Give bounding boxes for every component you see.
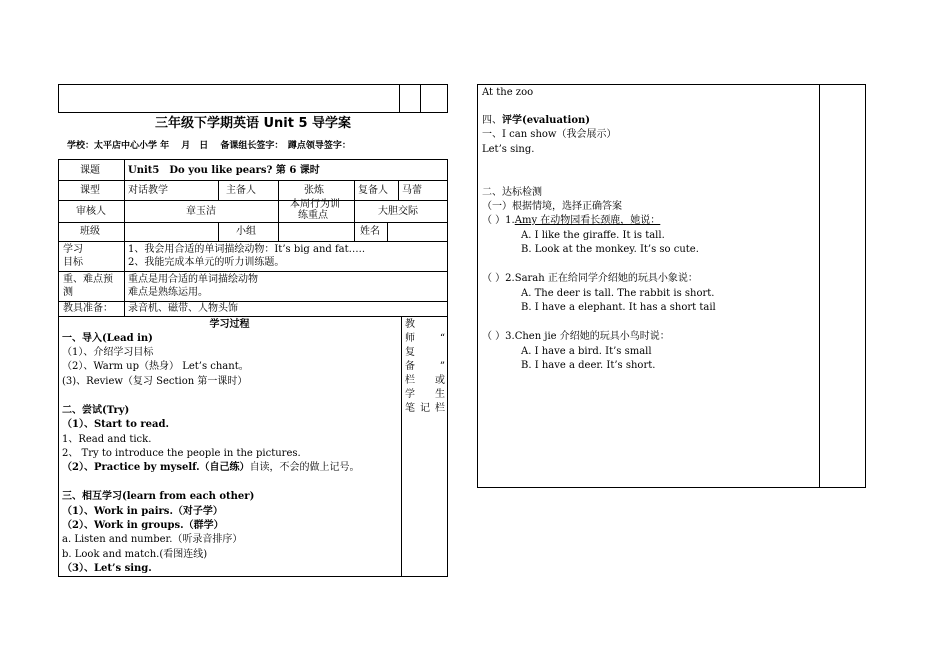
page-subtitle: 学校：太平店中心小学 年 月 日 备课组长签字： 蹲点领导签字： (67, 141, 351, 151)
lesson-value: Unit5 Do you like pears? 第 6 课时 (128, 165, 320, 176)
col-line (278, 200, 279, 222)
col-line (398, 180, 399, 200)
row-line (58, 180, 448, 181)
process-line: 三、相互学习(learn from each other) (62, 491, 255, 502)
q1-option-b: B. Look at the monkey. It’s so cute. (521, 244, 699, 255)
practice-rest: 自读，不会的做上记号。 (249, 462, 360, 473)
process-heading: 学习过程 (209, 319, 250, 330)
q3-option-a: A. I have a bird. It’s small (521, 346, 652, 357)
right-line: 二、达标检测 (482, 187, 542, 198)
col-line (354, 222, 355, 241)
row-line (58, 241, 448, 242)
coprep-label: 复备人 (358, 185, 388, 196)
process-line: 2、 Try to introduce the people in the pictures. (62, 448, 301, 459)
q1-prefix: （ ）1. (482, 215, 515, 226)
goals-label-2: 目标 (63, 257, 83, 268)
row-line (58, 301, 448, 302)
keypoints-label-2: 测 (63, 287, 73, 298)
reviewer-label: 审核人 (76, 206, 106, 217)
right-line: 一、I can show（我会展示） (482, 129, 617, 140)
notes-column-label: 教 师 “ 复 备 ” 栏 或 学 生 笔记栏 (405, 319, 455, 414)
type-label: 课型 (80, 185, 100, 196)
process-line: （2）、Warm up（热身） Let’s chant。 (62, 361, 249, 372)
lesson-label: 课题 (80, 165, 100, 176)
q1-option-a: A. I like the giraffe. It is tall. (521, 230, 665, 241)
page-title: 三年级下学期英语 Unit 5 导学案 (154, 116, 352, 131)
weekly-focus-label-2: 练重点 (298, 210, 328, 221)
q2-option-b: B. I have a elephant. It has a short tail (521, 302, 716, 313)
keypoints-label-1: 重、难点预 (63, 274, 113, 285)
col-line (354, 200, 355, 222)
process-line: （1）、Work in pairs.（对子学） (62, 506, 223, 517)
process-line: （2）、Work in groups.（群学） (62, 520, 224, 531)
right-line: Let’s sing. (482, 144, 535, 155)
row-line (58, 316, 448, 317)
keypoints-line-1: 重点是用合适的单词描绘动物 (128, 274, 258, 285)
right-line: At the zoo (482, 87, 534, 98)
process-line: 1、Read and tick. (62, 434, 152, 445)
goals-line-1: 1、我会用合适的单词描绘动物：It’s big and fat….. (128, 244, 366, 255)
top-box-divider-1 (399, 84, 400, 113)
group-label: 小组 (236, 226, 256, 237)
goals-label-1: 学习 (63, 244, 83, 255)
right-notes-line (819, 84, 820, 488)
question-2: （ ）2.Sarah 正在给同学介绍她的玩具小象说： (482, 273, 698, 284)
row-line (58, 200, 448, 201)
process-line: a. Listen and number.（听录音排序） (62, 534, 243, 545)
process-line: （3）、Let’s sing. (62, 563, 152, 574)
type-value: 对话教学 (128, 185, 168, 196)
process-line: （1）、介绍学习目标 (62, 347, 154, 358)
col-line (124, 159, 125, 316)
q1-text: Amy 在动物园看长颈鹿，她说： (514, 215, 661, 226)
row-line (58, 222, 448, 223)
eval-prefix: 四、 (482, 115, 502, 126)
right-line: （一）根据情境，选择正确答案 (482, 201, 622, 212)
right-line (482, 114, 590, 127)
q2-option-a: A. The deer is tall. The rabbit is short. (521, 288, 715, 299)
process-line: （1）、Start to read. (62, 419, 170, 430)
process-line: 二、尝试(Try) (62, 405, 130, 416)
top-box-divider-2 (420, 84, 421, 113)
row-line (58, 271, 448, 272)
col-line (354, 180, 355, 200)
col-line (278, 222, 279, 241)
q3-option-b: B. I have a deer. It’s short. (521, 360, 656, 371)
reviewer-value: 章玉洁 (186, 206, 216, 217)
process-line: 一、导入(Lead in) (62, 333, 153, 344)
weekly-focus-value: 大胆交际 (378, 206, 418, 217)
name-label: 姓名 (360, 226, 380, 237)
tools-value: 录音机、磁带、人物头饰 (128, 303, 238, 314)
col-line (387, 222, 388, 241)
goals-line-2: 2、我能完成本单元的听力训练题。 (128, 257, 285, 268)
question-1 (482, 214, 660, 227)
coprep-value: 马蕾 (402, 185, 422, 196)
host-value: 张炼 (304, 185, 324, 196)
notes-column-line (401, 316, 402, 577)
tools-label: 教具准备： (63, 303, 113, 314)
weekly-focus-label-1: 本周行为训 (290, 199, 340, 210)
col-line (218, 222, 219, 241)
question-3: （ ）3.Chen jie 介绍她的玩具小鸟时说： (482, 331, 670, 342)
eval-heading: 评学(evaluation) (502, 115, 591, 126)
process-line: (3)、Review（复习 Section 第一课时） (62, 376, 248, 387)
col-line (278, 180, 279, 200)
col-line (218, 180, 219, 200)
right-panel (477, 84, 866, 488)
top-empty-box (58, 84, 448, 113)
process-line (62, 461, 360, 474)
class-label: 班级 (80, 226, 100, 237)
practice-bold: （2）、Practice by myself.（自己练） (62, 462, 250, 473)
process-line: b. Look and match.(看图连线) (62, 549, 208, 560)
host-label: 主备人 (226, 185, 256, 196)
keypoints-line-2: 难点是熟练运用。 (128, 287, 208, 298)
